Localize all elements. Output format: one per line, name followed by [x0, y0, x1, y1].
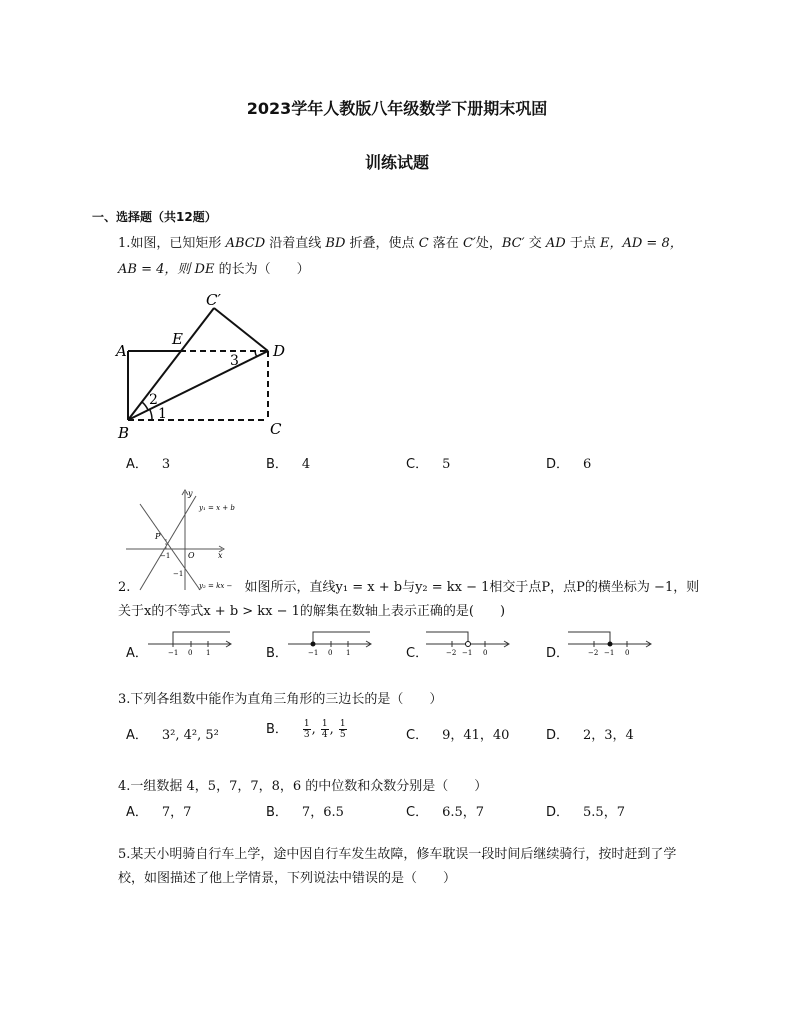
angle-label-2: 2: [149, 392, 158, 408]
q2-option-a-number-line: [146, 628, 236, 658]
angle-label-1: 1: [158, 406, 167, 422]
q3-option-d[interactable]: D． 2，3，4: [546, 728, 634, 743]
question-2-line-2: 关于x的不等式x + b > kx − 1的解集在数轴上表示正确的是( ): [118, 604, 506, 619]
svg-text:−2: −2: [588, 649, 599, 657]
svg-text:−1: −1: [462, 649, 473, 657]
question-4-text: 4.一组数据 4，5，7，7，8，6 的中位数和众数分别是（ ）: [118, 779, 488, 794]
point-p-label: P: [155, 532, 161, 541]
fraction-1-3: $\frac{1}{3}$: [303, 719, 310, 740]
y-axis-label: y: [188, 489, 193, 498]
line-y1-label: y₁ = x + b: [199, 504, 235, 512]
question-3-text: 3.下列各组数中能作为直角三角形的三边长的是（ ）: [118, 692, 443, 707]
q2-option-b[interactable]: B．: [266, 646, 288, 661]
q4-option-c[interactable]: C． 6.5，7: [406, 805, 485, 820]
segment-bcprime: [128, 308, 214, 420]
q1-option-a[interactable]: A． 3: [126, 457, 171, 472]
question-5-line-2: 校，如图描述了他上学情景，下列说法中错误的是（ ）: [118, 871, 457, 886]
q2-option-a[interactable]: A．: [126, 646, 148, 661]
svg-text:0: 0: [328, 649, 333, 657]
segment-cprime-d: [214, 308, 268, 351]
y-neg1-label: −1: [173, 570, 184, 578]
q1-option-b[interactable]: B． 4: [266, 457, 311, 472]
question-2-line-1: 2. 如图所示，直线y₁ = x + b与y₂ = kx − 1相交于点P，点P的横坐标为 −1，则: [118, 580, 700, 595]
svg-text:−1: −1: [168, 649, 179, 657]
angle-label-3: 3: [230, 353, 239, 369]
angle-2-arc: [142, 402, 148, 410]
svg-text:0: 0: [188, 649, 193, 657]
svg-text:−1: −1: [604, 649, 615, 657]
question-1-line-2: AB = 4，则 DE 的长为（ ）: [118, 262, 310, 277]
svg-text:0: 0: [625, 649, 630, 657]
label-d: D: [273, 342, 286, 360]
svg-text:1: 1: [346, 649, 351, 657]
q3-option-a[interactable]: A． 3², 4², 5²: [126, 728, 219, 743]
q2-option-b-number-line: [286, 628, 376, 658]
label-c: C: [270, 420, 282, 438]
paper-subtitle: 训练试题: [364, 153, 429, 172]
q2-option-d[interactable]: D．: [546, 646, 570, 661]
q2-option-d-number-line: [566, 628, 656, 658]
line-y2-label: y₂ = kx −: [199, 582, 233, 590]
q4-option-b[interactable]: B． 7，6.5: [266, 805, 344, 820]
question-1-line-1: 1.如图，已知矩形 ABCD 沿着直线 BD 折叠，使点 C 落在 C′处，BC′ 交 AD 于点 E，AD = 8，: [118, 236, 683, 251]
q1-number: 1.: [118, 236, 131, 251]
origin-label: O: [188, 551, 195, 560]
q3-option-b[interactable]: B． $\frac{1}{3}$ , $\frac{1}{4}$ , $\frac{1}{5}$: [266, 719, 346, 740]
q1-option-c[interactable]: C． 5: [406, 457, 451, 472]
fraction-1-5: $\frac{1}{5}$: [339, 719, 346, 740]
label-e: E: [172, 330, 183, 348]
q2-number: 2.: [118, 580, 131, 595]
x-neg1-label: −1: [160, 552, 171, 560]
label-c-prime: C′: [206, 291, 221, 309]
segment-bd: [128, 351, 268, 420]
q3-option-c[interactable]: C． 9，41，40: [406, 728, 510, 743]
fraction-1-4: $\frac{1}{4}$: [321, 719, 328, 740]
q4-option-a[interactable]: A． 7，7: [126, 805, 192, 820]
svg-text:1: 1: [206, 649, 211, 657]
q4-option-d[interactable]: D． 5.5，7: [546, 805, 625, 820]
q1-option-d[interactable]: D． 6: [546, 457, 592, 472]
angle-1-arc: [150, 410, 152, 420]
q2-option-c[interactable]: C．: [406, 646, 429, 661]
svg-text:−1: −1: [308, 649, 319, 657]
svg-text:−2: −2: [446, 649, 457, 657]
label-a: A: [116, 342, 127, 360]
paper-title: 2023学年人教版八年级数学下册期末巩固: [246, 99, 548, 118]
q1-rectangle-fold-figure: [112, 288, 292, 440]
q2-option-c-number-line: [424, 628, 514, 658]
question-5-line-1: 5.某天小明骑自行车上学，途中因自行车发生故障，修车耽误一段时间后继续骑行，按时赶到了学: [118, 847, 677, 862]
x-axis-label: x: [218, 551, 223, 560]
section-heading: 一、选择题（共12题）: [92, 210, 217, 224]
label-b: B: [118, 424, 130, 440]
svg-text:0: 0: [483, 649, 488, 657]
